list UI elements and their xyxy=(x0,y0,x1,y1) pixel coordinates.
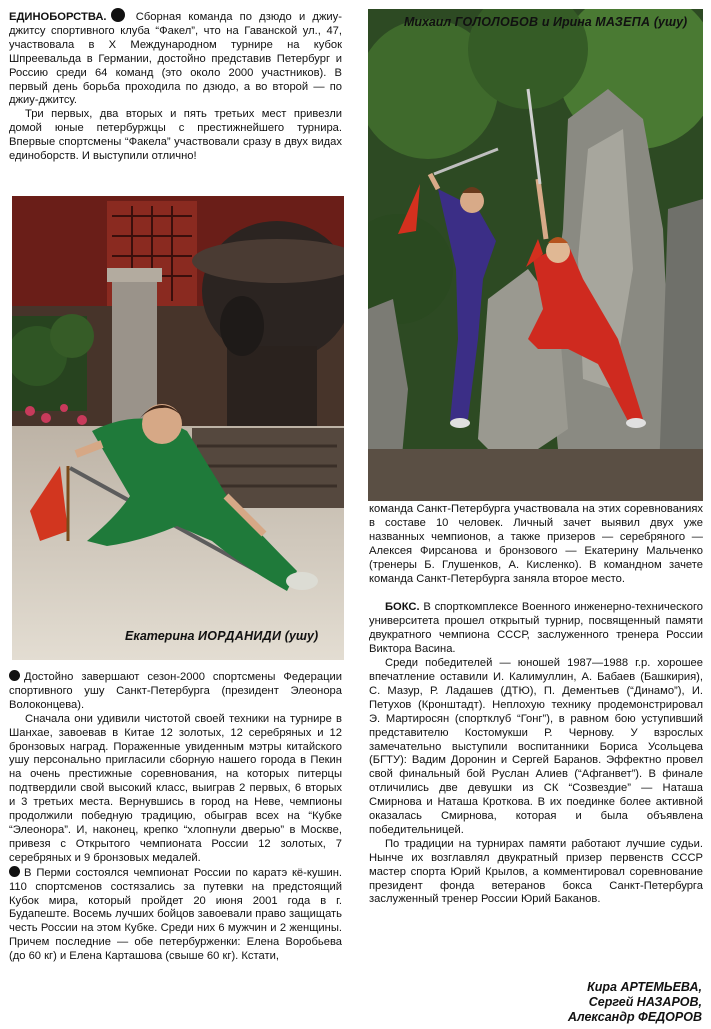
article-right-paragraph-2: Среди победителей — юношей 1987—1988 г.р. хорошее впечатление оставили И. Калимуллин, А. Бабаев (Башкирия), С. Мазур, Р. Ладашев (ДТЮ), П. Дементьев (“Динамо”), И. Петухов (Кронштадт). Неплохую технику продемонстрировал Э. Мартиросян (спортклуб “Гонг”), в равном бою уступивший представителю Костомукши Р. Чернову. У взрослых замечательно выступили воспитанники Бориса Усольцева (БГТУ): Вадим Доронин и Сергей Баранов. Эффектно провел свой финальный бой Руслан Алиев (“Афганвет”). В финале отличились две девушки из СК “Созвездие” — Наташа Смирнова и Наташа Кроткова. В их поединке более активной оказалась Смирнова, которая и была объявлена победительницей. xyxy=(369,657,703,836)
photo-girl-caption: Екатерина ИОРДАНИДИ (ушу) xyxy=(125,629,319,643)
section-heading-boxing: БОКС. xyxy=(385,601,420,614)
author-2: Сергей НАЗАРОВ, xyxy=(588,995,702,1009)
article-left xyxy=(9,670,342,964)
article-top-paragraph-1: ЕДИНОБОРСТВА. Сборная команда по дзюдо и джиу-джитсу спортивного клуба “Факел”, что на Гаванской ул., 47, участвовала в X Международном турнире на кубок Шпреевальда в Германии, достойно представив Петербург и Россию среди 64 команд (это около 2000 участников). В первый день борьба проходила по дзюдо, а во второй — по джиу-джитсу. xyxy=(9,8,342,108)
article-right-paragraph-3: По традиции на турнирах памяти работают лучшие судьи. Нынче их возглавлял двукратный призер первенств СССР мастер спорта Юрий Крылов, а комментировал соревнование президент фонда ветеранов бокса Санкт-Петербурга заслуженный тренер России Юрий Баканов. xyxy=(369,837,703,906)
article-right-paragraph-1: БОКС. В спорткомплексе Военного инженерно-технического университета прошел открытый турнир, посвященный памяти двукратного чемпиона СССР, заслуженного тренера России Виктора Васина. xyxy=(369,601,703,656)
article-left-paragraph-1: Достойно завершают сезон-2000 спортсмены Федерации спортивного ушу Санкт-Петербурга (президент Элеонора Волоконцева). xyxy=(9,671,342,711)
wushu-girl-illustration xyxy=(12,196,344,660)
article-top xyxy=(9,8,342,164)
wushu-duo-illustration xyxy=(368,9,703,501)
authors-signature xyxy=(568,980,702,1025)
photo-duo-caption: Михаил ГОЛОЛОБОВ и Ирина МАЗЕПА (ушу) xyxy=(404,15,688,29)
bullet-icon xyxy=(111,8,125,22)
photo-duo-wushu xyxy=(368,9,703,501)
photo-girl-wushu xyxy=(12,196,344,660)
section-heading-martial-arts: ЕДИНОБОРСТВА. xyxy=(9,11,107,23)
author-3: Александр ФЕДОРОВ xyxy=(567,1010,702,1024)
article-right xyxy=(369,503,703,907)
article-right-paragraph-0: команда Санкт-Петербурга участвовала на этих соревнованиях в составе 10 человек. Личный зачет выявил двух уже названных чемпионов, а также призеров — серебряного — Алексея Фирсанова и бронзового — Екатерину Мальченко (тренеры Б. Глушенков, А. Кисленко). В командном зачете команда Санкт-Петербурга заняла второе место. xyxy=(369,503,703,585)
bullet-icon xyxy=(9,670,20,681)
author-1: Кира АРТЕМЬЕВА, xyxy=(587,980,702,994)
article-top-paragraph-2: Три первых, два вторых и пять третьих мест привезли домой юные петербуржцы с престижнейшего турнира. Впервые спортсмены “Факела” участвовали сразу в двух видах единоборств. И выступили отлично! xyxy=(9,108,342,163)
article-left-paragraph-2: Сначала они удивили чистотой своей техники на турнире в Шанхае, завоевав в Китае 12 золотых, 12 серебряных и 12 бронзовых наград. Пораженные увиденным мэтры китайского ушу персонально пригласили сборную нашего города в Пекин на очень престижные соревнования, на которых питерцы подтвердили свой высокий класс, выиграв 2 первых, 6 вторых и 3 третьих места. Вернувшись в город на Неве, чемпионы продолжили победную традицию, обыграв всех на “Кубке “Элеонора”. И, наконец, крепко “хлопнули дверью” в Москве, привезя с Открытого чемпионата России 12 золотых, 7 серебряных и 9 бронзовых медалей. xyxy=(9,712,342,864)
article-left-paragraph-3: В Перми состоялся чемпионат России по каратэ кё-кушин. 110 спортсменов состязались за путевки на предстоящий Кубок мира, который пройдет 20 июня 2001 года в г. Будапеште. Восемь лучших бойцов завоевали право защищать честь России на этом Кубке. Среди них 6 мужчин и 2 женщины. Причем последние — обе петербурженки: Елена Воробьева (до 60 кг) и Елена Карташова (свыше 60 кг). Кстати, xyxy=(9,866,342,963)
bullet-icon xyxy=(9,866,20,877)
